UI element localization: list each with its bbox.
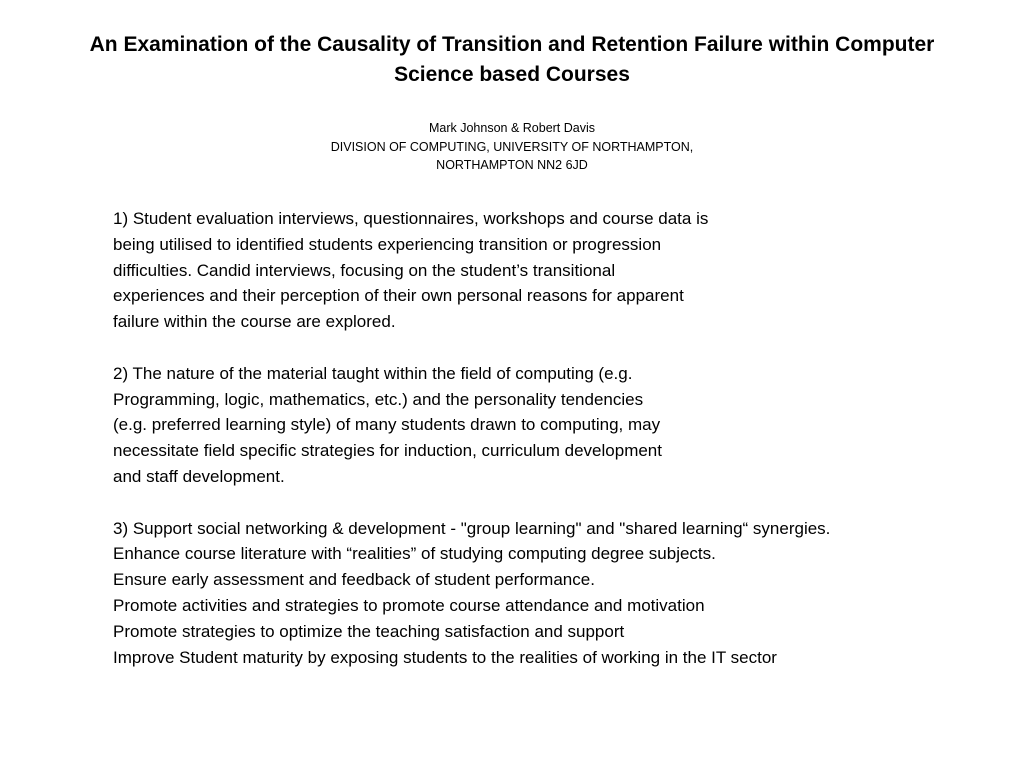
point-3-line: Ensure early assessment and feedback of student performance. xyxy=(113,570,595,590)
author-block xyxy=(112,119,912,175)
point-3 xyxy=(113,516,993,671)
point-1-line: difficulties. Candid interviews, focusing on the student’s transitional xyxy=(113,260,616,280)
slide-title xyxy=(40,30,984,90)
slide-body xyxy=(113,206,993,696)
author-affiliation-line-1: DIVISION OF COMPUTING, UNIVERSITY OF NORTHAMPTON, xyxy=(330,139,694,154)
title-line-2: Science based Courses xyxy=(394,63,630,86)
point-1-line: experiences and their perception of their own personal reasons for apparent xyxy=(113,286,684,306)
point-1-line: failure within the course are explored. xyxy=(113,312,396,332)
point-3-line: Promote strategies to optimize the teaching satisfaction and support xyxy=(113,621,625,641)
title-line-1: An Examination of the Causality of Transition and Retention Failure within Computer xyxy=(89,33,935,56)
point-2 xyxy=(113,361,993,490)
point-1-line: being utilised to identified students experiencing transition or progression xyxy=(113,234,662,254)
point-3-line: Improve Student maturity by exposing students to the realities of working in the IT sector xyxy=(113,647,777,667)
point-3-line: 3) Support social networking & development - "group learning" and "shared learning“ synergies. xyxy=(113,518,831,538)
point-2-line: (e.g. preferred learning style) of many students drawn to computing, may xyxy=(113,415,661,435)
author-affiliation-line-2: NORTHAMPTON NN2 6JD xyxy=(436,158,588,172)
point-2-line: 2) The nature of the material taught within the field of computing (e.g. xyxy=(113,363,633,383)
point-1-line: 1) Student evaluation interviews, questionnaires, workshops and course data is xyxy=(113,209,709,228)
point-2-line: Programming, logic, mathematics, etc.) and the personality tendencies xyxy=(113,389,644,409)
point-3-line: Promote activities and strategies to promote course attendance and motivation xyxy=(113,595,705,615)
point-2-line: necessitate field specific strategies for induction, curriculum development xyxy=(113,441,662,461)
point-3-line: Enhance course literature with “realities” of studying computing degree subjects. xyxy=(113,544,716,564)
author-names: Mark Johnson & Robert Davis xyxy=(428,121,596,135)
point-2-line: and staff development. xyxy=(113,466,285,486)
point-1 xyxy=(113,206,993,335)
